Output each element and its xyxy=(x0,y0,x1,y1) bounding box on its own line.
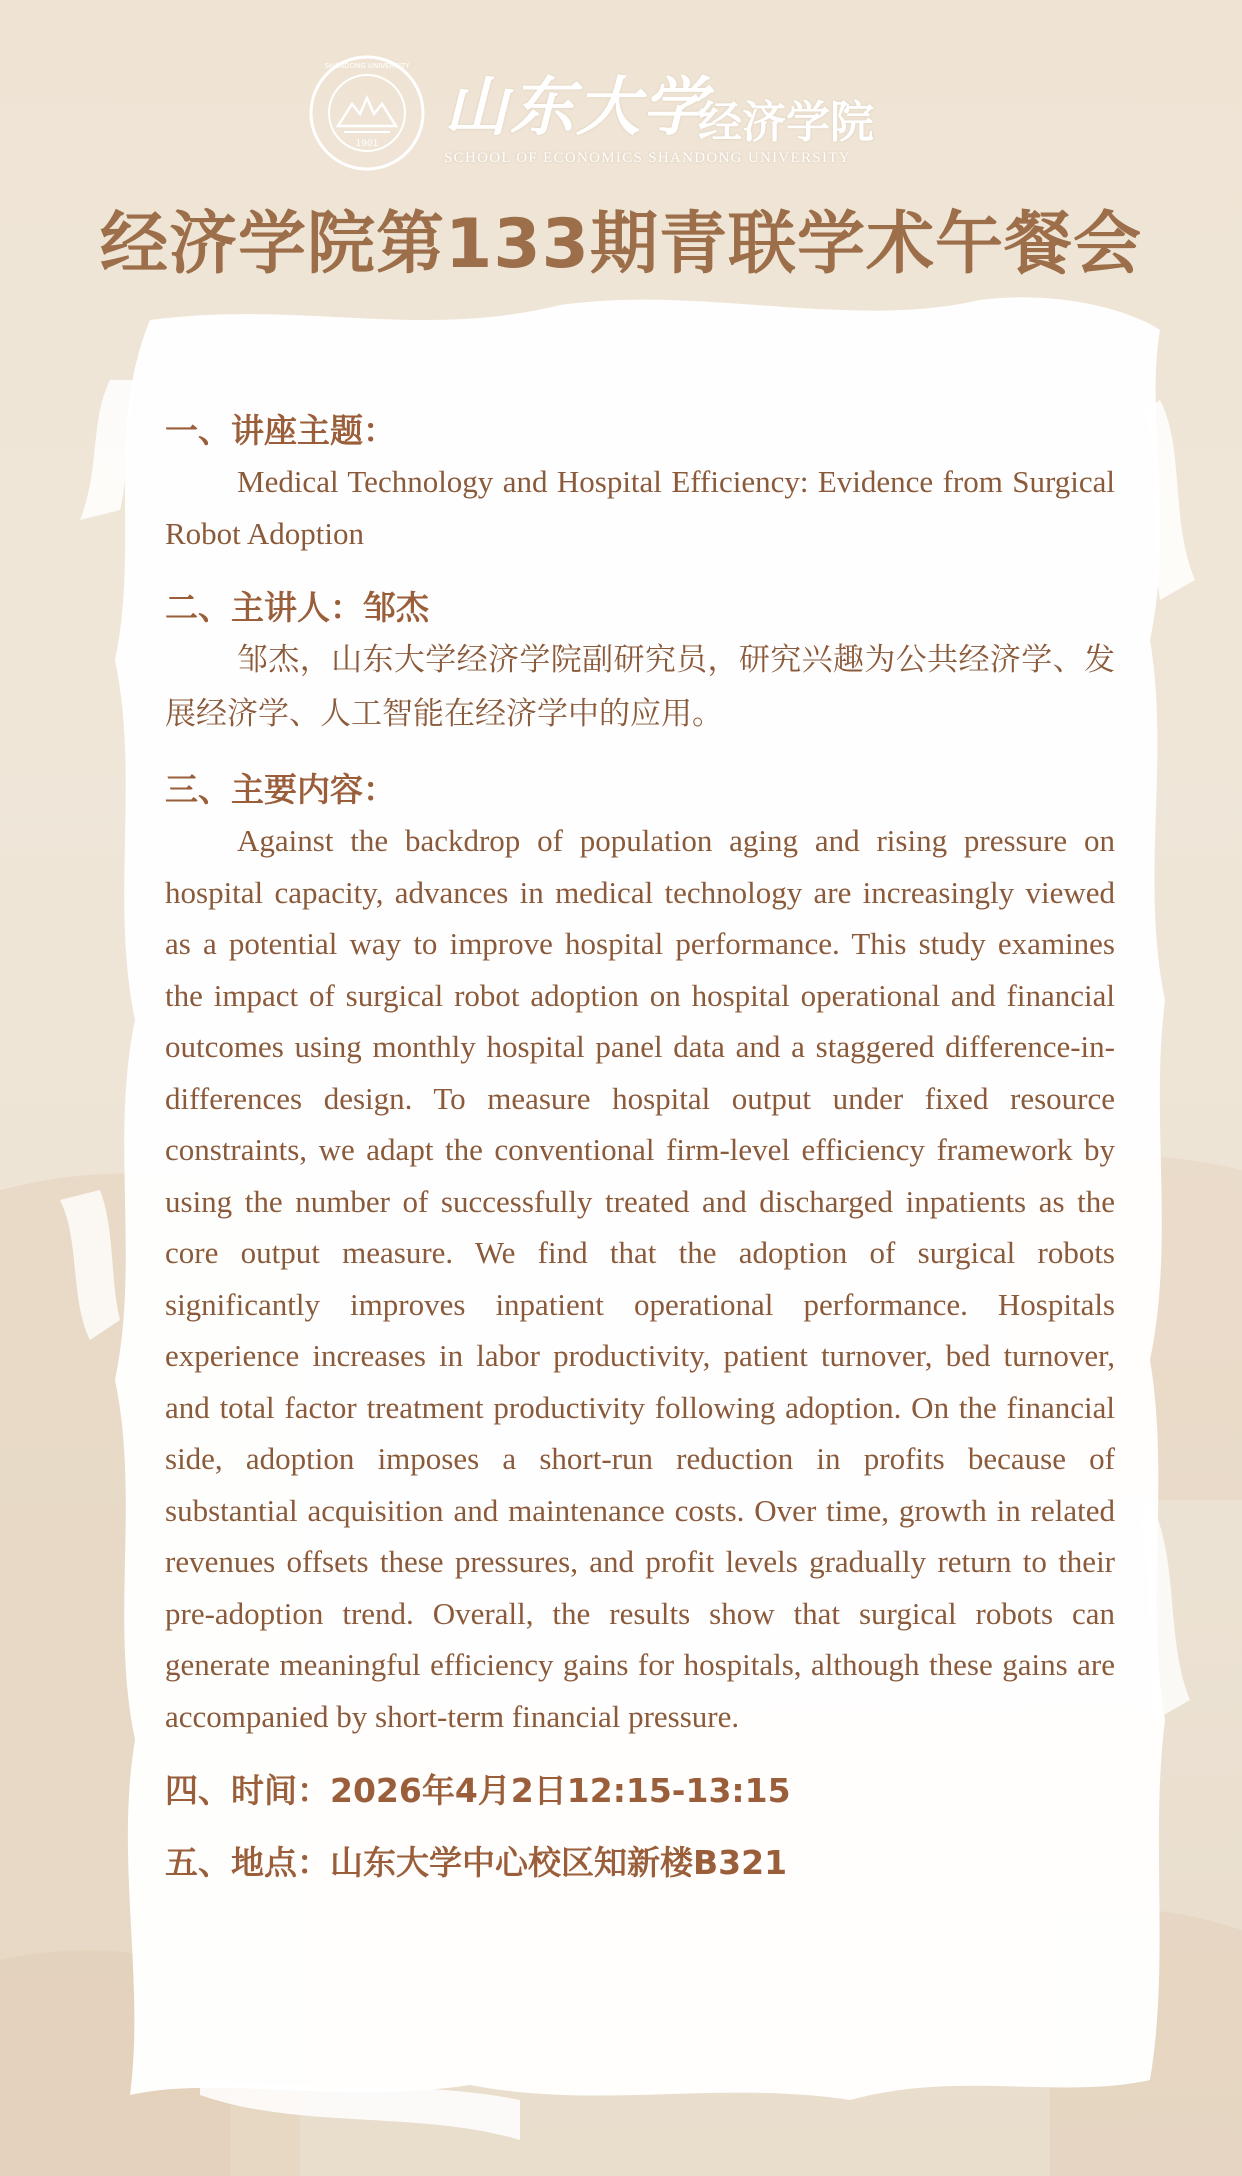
school-logo xyxy=(308,50,948,180)
logo-text xyxy=(444,56,964,176)
logo-school-name: 经济学院 xyxy=(698,97,874,148)
content-body: Against the backdrop of population aging and rising pressure on hospital capacity, advances in medical technology are increasingly viewed as a potential way to improve hospital performance. This study examines the impact of surgical robot adoption on hospital operational and financial outcomes using monthly hospital panel data and a staggered difference-in-differences design. To measure hospital output under fixed resource constraints, we adapt the conventional firm-level efficiency framework by using the number of successfully treated and discharged inpatients as the core output measure. We find that the adoption of surgical robots significantly improves inpatient operational performance. Hospitals experience increases in labor productivity, patient turnover, bed turnover, and total factor treatment productivity following adoption. On the financial side, adoption imposes a short-run reduction in profits because of substantial acquisition and maintenance costs. Over time, growth in related revenues offsets these pressures, and profit levels gradually return to their pre-adoption trend. Overall, the results show that surgical robots can generate meaningful efficiency gains for hospitals, although these gains are accompanied by short-term financial pressure. xyxy=(165,823,1115,1734)
topic-body: Medical Technology and Hospital Efficiency: Evidence from Surgical Robot Adoption xyxy=(165,464,1115,551)
topic-heading: 一、讲座主题： xyxy=(165,411,396,450)
seal-year: 1901 xyxy=(355,139,379,149)
seal-text: SHANDONG UNIVERSITY xyxy=(324,62,410,70)
university-seal-icon xyxy=(308,54,426,172)
lecture-content xyxy=(165,406,1115,1888)
content-heading: 三、主要内容： xyxy=(165,770,396,809)
speaker-body: 邹杰，山东大学经济学院副研究员，研究兴趣为公共经济学、发展经济学、人工智能在经济学中的应用。 xyxy=(165,642,1115,732)
logo-english-name: SCHOOL OF ECONOMICS SHANDONG UNIVERSITY xyxy=(444,150,851,166)
time-heading: 四、时间：2026年4月2日12:15-13:15 xyxy=(165,1771,791,1810)
speaker-heading: 二、主讲人：邹杰 xyxy=(165,588,429,627)
page-title: 经济学院第133期青联学术午餐会 xyxy=(100,205,1142,284)
logo-calligraphy: 山东大学 xyxy=(444,70,708,145)
location-heading: 五、地点：山东大学中心校区知新楼B321 xyxy=(165,1843,788,1882)
